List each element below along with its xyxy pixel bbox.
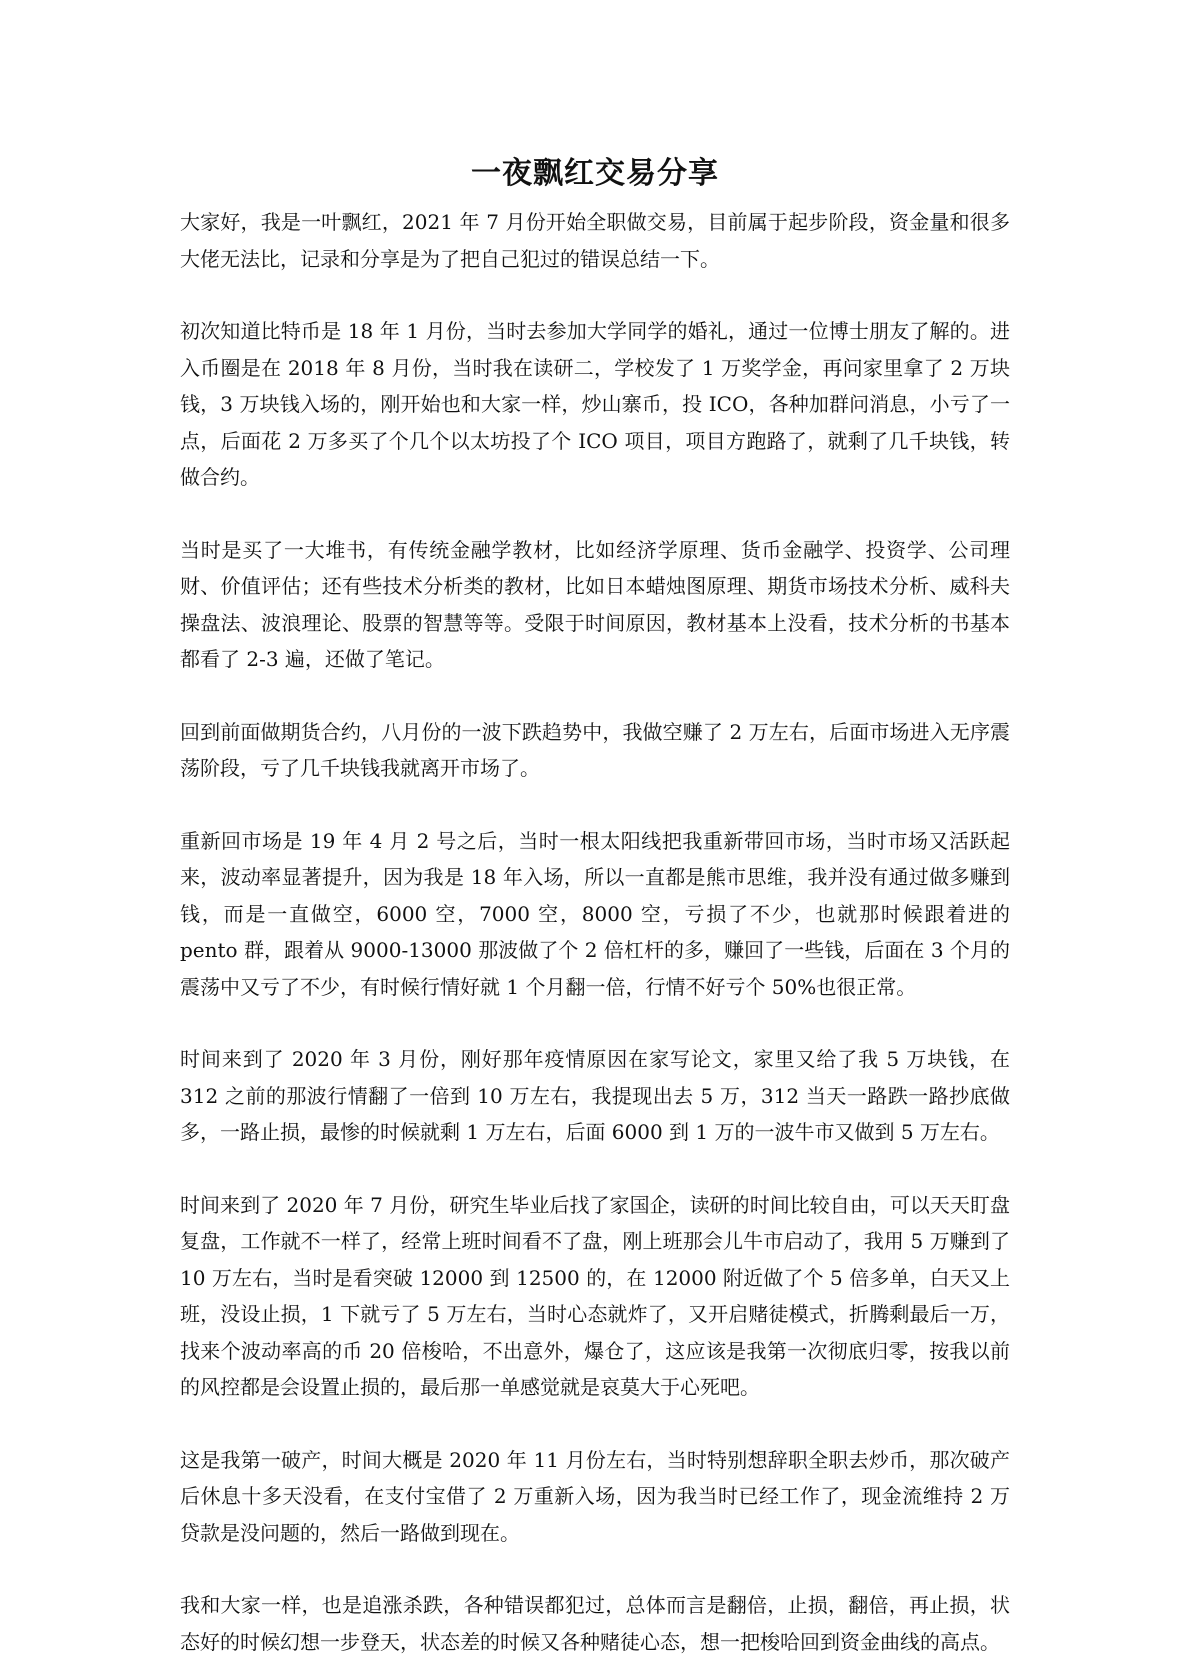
paragraph-summary: 我和大家一样，也是追涨杀跌，各种错误都犯过，总体而言是翻倍，止损，翻倍，再止损，状态好的时候幻想一步登天，状态差的时候又各种赌徒心态，想一把梭哈回到资金曲线的高点。 [180,1593,1010,1654]
document-title: 一夜飘红交易分享 [471,156,719,191]
paragraph-return-2019: 重新回市场是 19 年 4 月 2 号之后，当时一根太阳线把我重新带回市场，当时市场又活跃起来，波动率显著提升，因为我是 18 年入场，所以一直都是熊市思维，我并没有通过做多赚到钱，而是一直做空，6000 空，7000 空，8000 空，亏损了不少，也就那时候跟着进的 pento 群，跟着从 9000-13000 那波做了个 2 倍杠杆的多，赚回了一些钱，后面在 3 个月的震荡中又亏了不少，有时候行情好就 1 个月翻一倍，行情不好亏个 50%也很正常。 [180,828,1010,999]
paragraph-july-2020: 时间来到了 2020 年 7 月份，研究生毕业后找了家国企，读研的时间比较自由，可以天天盯盘复盘，工作就不一样了，经常上班时间看不了盘，刚上班那会儿牛市启动了，我用 5 万赚到了 10 万左右，当时是看突破 12000 到 12500 的，在 12000 附近做了个 5 倍多单，白天又上班，没设止损，1 下就亏了 5 万左右，当时心态就炸了，又开启赌徒模式，折腾剩最后一万，找来个波动率高的币 20 倍梭哈，不出意外，爆仓了，这应该是我第一次彻底归零，按我以前的风控都是会设置止损的，最后那一单感觉就是哀莫大于心死吧。 [180,1192,1010,1399]
document-page [180,150,1010,1660]
paragraph-books: 当时是买了一大堆书，有传统金融学教材，比如经济学原理、货币金融学、投资学、公司理财、价值评估；还有些技术分析类的教材，比如日本蜡烛图原理、期货市场技术分析、威科夫操盘法、波浪理论、股票的智慧等等。受限于时间原因，教材基本上没看，技术分析的书基本都看了 2-3 遍，还做了笔记。 [180,537,1010,671]
paragraph-first-contact: 初次知道比特币是 18 年 1 月份，当时去参加大学同学的婚礼，通过一位博士朋友了解的。进入币圈是在 2018 年 8 月份，当时我在读研二，学校发了 1 万奖学金，再问家里拿了 2 万块钱，3 万块钱入场的，刚开始也和大家一样，炒山寨币，投 ICO，各种加群问消息，小亏了一点，后面花 2 万多买了个几个以太坊投了个 ICO 项目，项目方跑路了，就剩了几千块钱，转做合约。 [180,319,1010,489]
paragraph-futures: 回到前面做期货合约，八月份的一波下跌趋势中，我做空赚了 2 万左右，后面市场进入无序震荡阶段，亏了几千块钱我就离开市场了。 [180,719,1010,780]
paragraph-intro: 大家好，我是一叶飘红，2021 年 7 月份开始全职做交易，目前属于起步阶段，资金量和很多大佬无法比，记录和分享是为了把自己犯过的错误总结一下。 [180,210,1010,271]
paragraph-march-2020: 时间来到了 2020 年 3 月份，刚好那年疫情原因在家写论文，家里又给了我 5 万块钱，在 312 之前的那波行情翻了一倍到 10 万左右，我提现出去 5 万，312 当天一路跌一路抄底做多，一路止损，最惨的时候就剩 1 万左右，后面 6000 到 1 万的一波牛市又做到 5 万左右。 [180,1047,1010,1144]
paragraph-bankruptcy: 这是我第一破产，时间大概是 2020 年 11 月份左右，当时特别想辞职全职去炒币，那次破产后休息十多天没看，在支付宝借了 2 万重新入场，因为我当时已经工作了，现金流维持 2 万贷款是没问题的，然后一路做到现在。 [180,1447,1010,1545]
